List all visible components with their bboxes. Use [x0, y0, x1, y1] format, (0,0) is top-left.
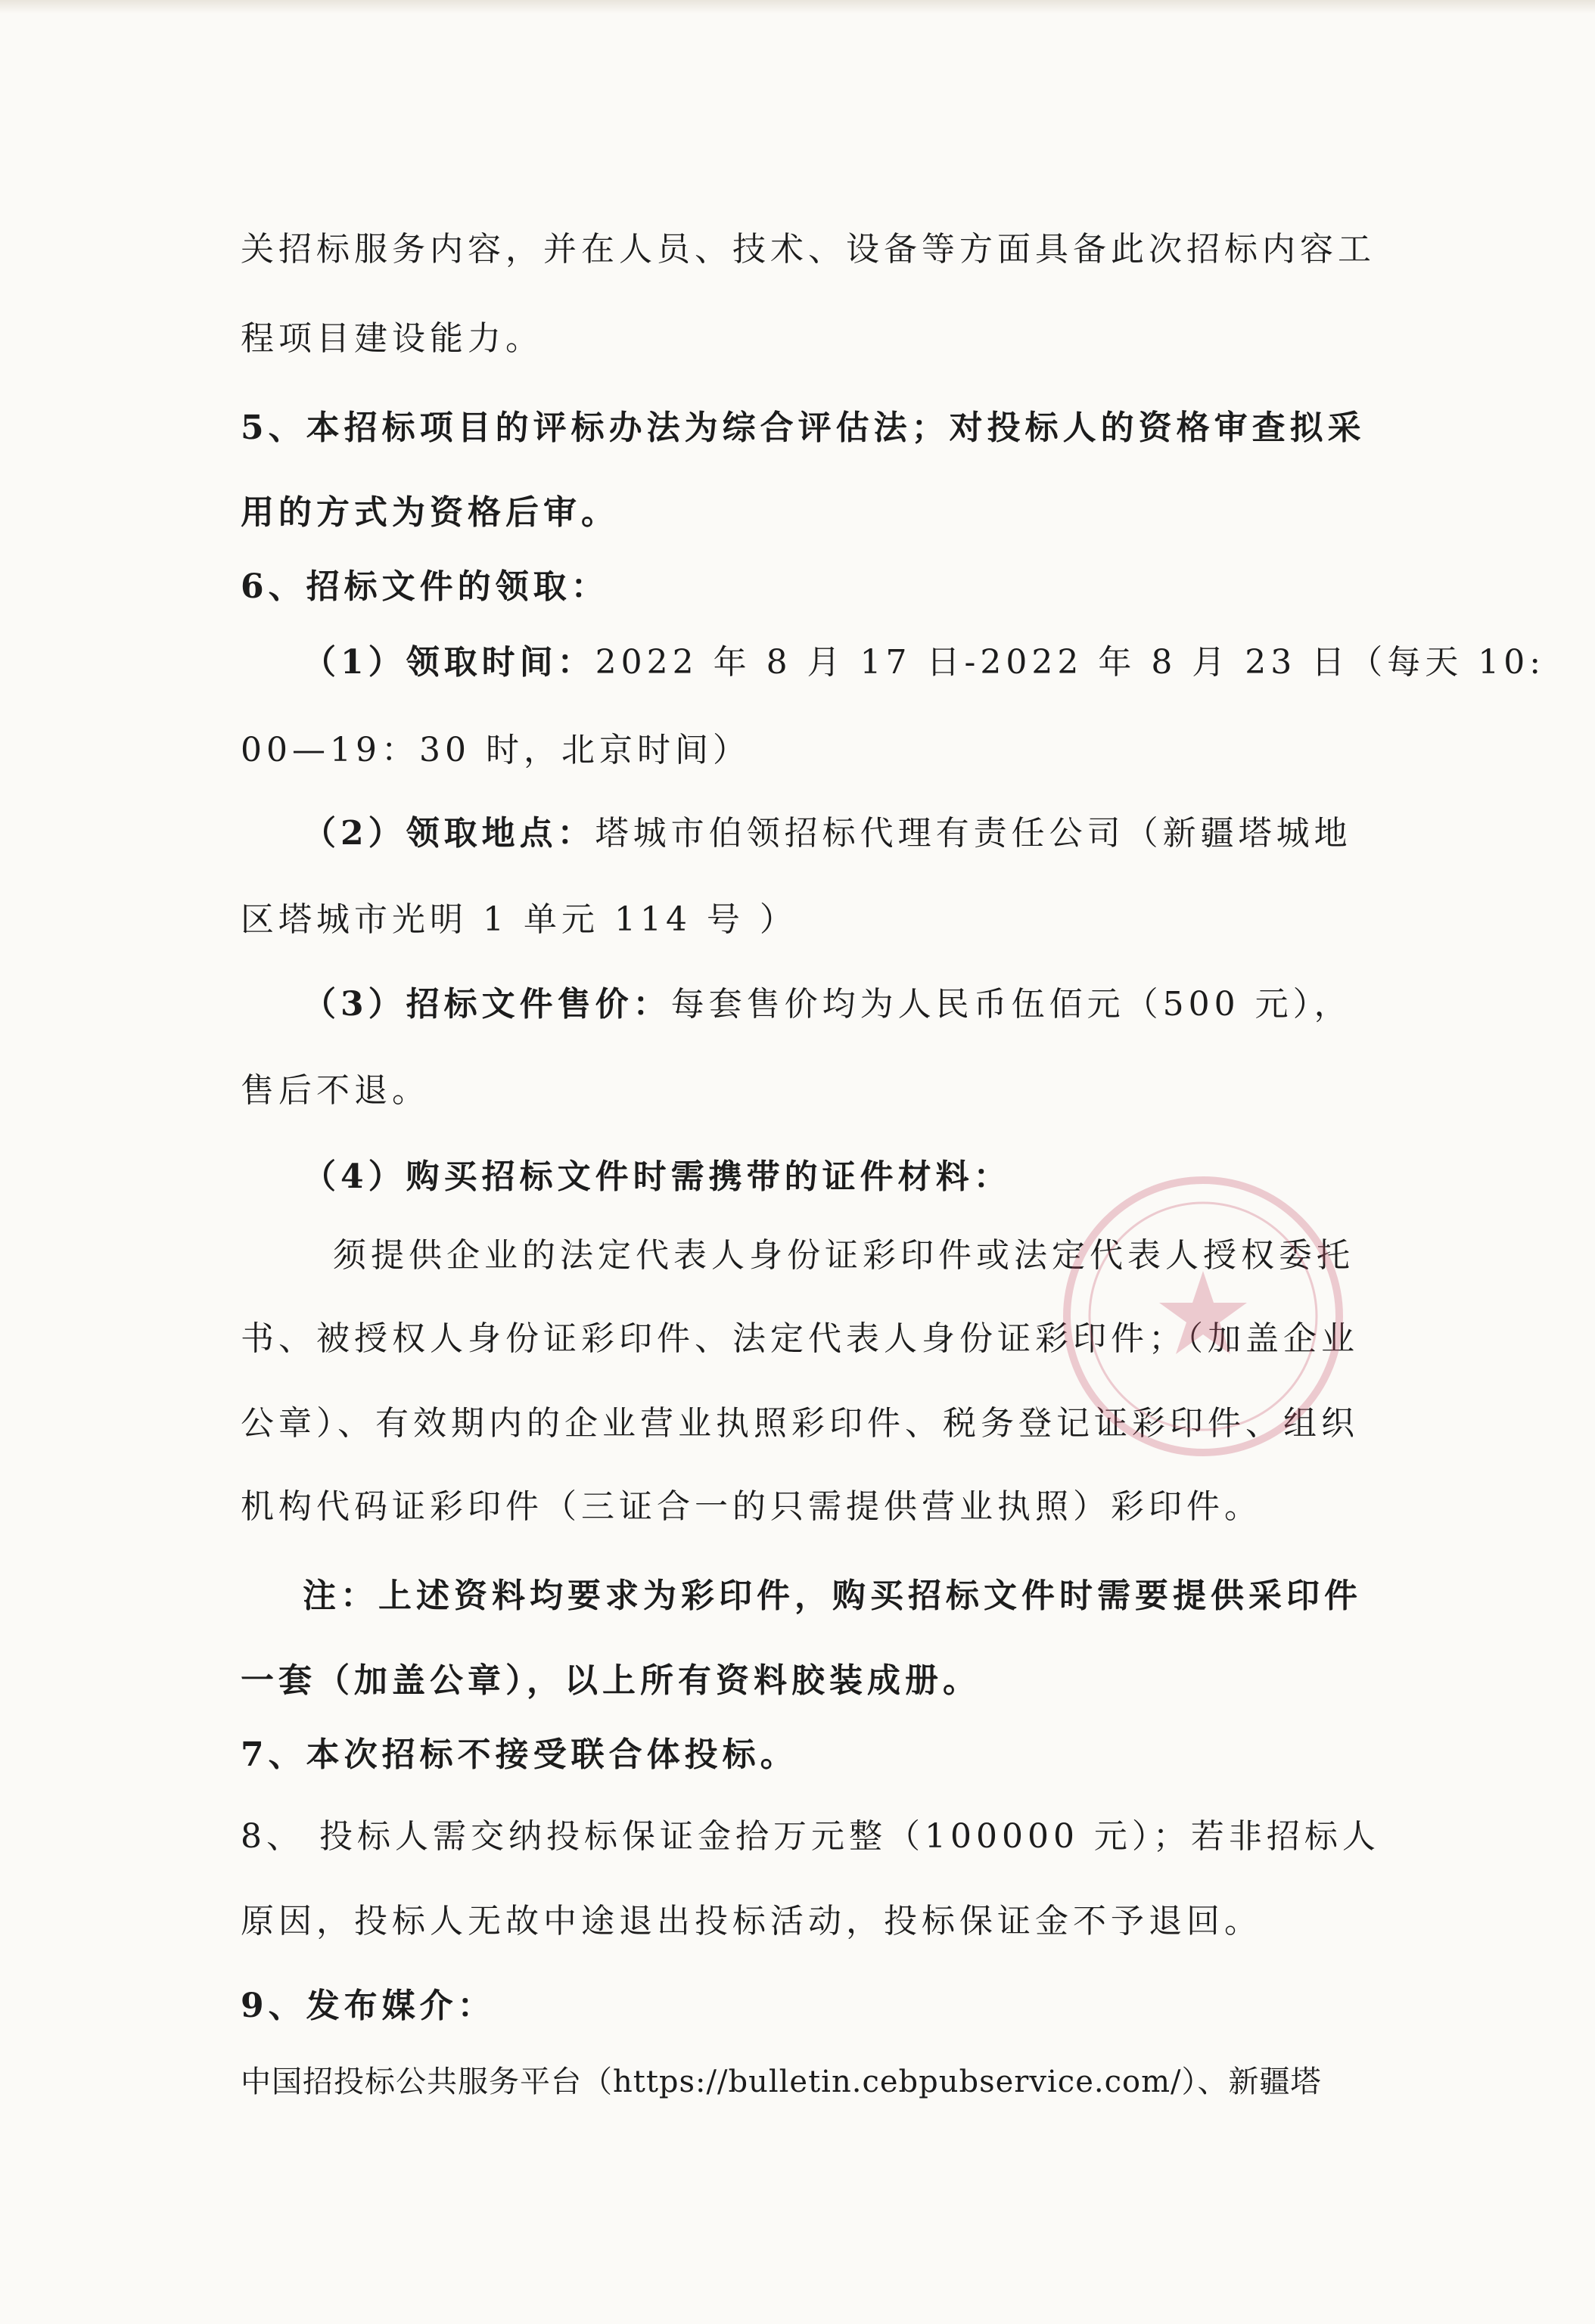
note-line: 一套（加盖公章），以上所有资料胶装成册。 — [241, 1661, 981, 1700]
section-6-heading: 6、招标文件的领取： — [241, 567, 609, 606]
pickup-time-continued: 00—19：30 时，北京时间） — [241, 731, 751, 769]
pickup-time-value: 2022 年 8 月 17 日-2022 年 8 月 23 日（每天 10: — [595, 643, 1546, 682]
pickup-place-label: （2）领取地点： — [303, 814, 595, 853]
documents-line: 书、被授权人身份证彩印件、法定代表人身份证彩印件；（加盖企业 — [241, 1319, 1359, 1358]
section-9-heading: 9、发布媒介： — [241, 1987, 496, 2025]
section-8-line: 原因，投标人无故中途退出投标活动，投标保证金不予退回。 — [241, 1902, 1262, 1940]
section-9-media-line: 中国招投标公共服务平台（https://bulletin.cebpubservice.com/）、新疆塔 — [241, 2065, 1322, 2099]
company-seal-icon — [1052, 1165, 1354, 1468]
pickup-place-value: 塔城市伯领招标代理有责任公司（新疆塔城地 — [595, 814, 1352, 853]
pickup-place-line — [303, 811, 1422, 856]
pickup-time-label: （1）领取时间： — [303, 643, 595, 682]
price-label: （3）招标文件售价： — [303, 985, 671, 1024]
paragraph-line: 程项目建设能力。 — [241, 319, 543, 358]
documents-line: 须提供企业的法定代表人身份证彩印件或法定代表人授权委托 — [333, 1236, 1354, 1275]
scan-edge — [0, 0, 1595, 14]
price-continued: 售后不退。 — [241, 1071, 430, 1110]
section-5-line: 用的方式为资格后审。 — [241, 493, 619, 532]
note-line: 注：上述资料均要求为彩印件，购买招标文件时需要提供采印件 — [303, 1577, 1362, 1615]
documents-heading: （4）购买招标文件时需携带的证件材料： — [303, 1157, 1012, 1196]
section-8-line: 8、 投标人需交纳投标保证金拾万元整（100000 元）；若非招标人 — [241, 1817, 1380, 1856]
documents-line: 公章）、有效期内的企业营业执照彩印件、税务登记证彩印件、组织 — [241, 1404, 1359, 1443]
documents-line: 机构代码证彩印件（三证合一的只需提供营业执照）彩印件。 — [241, 1487, 1262, 1526]
paragraph-line: 关招标服务内容，并在人员、技术、设备等方面具备此次招标内容工 — [241, 230, 1376, 269]
pickup-time-line — [303, 640, 1546, 685]
pickup-place-continued: 区塔城市光明 1 单元 114 号 ） — [241, 900, 798, 939]
section-7-line: 7、本次招标不接受联合体投标。 — [241, 1735, 798, 1774]
price-value: 每套售价均为人民币伍佰元（500 元）， — [670, 985, 1352, 1024]
section-5-line: 5、本招标项目的评标办法为综合评估法；对投标人的资格审查拟采 — [241, 409, 1366, 447]
price-line — [303, 982, 1422, 1027]
